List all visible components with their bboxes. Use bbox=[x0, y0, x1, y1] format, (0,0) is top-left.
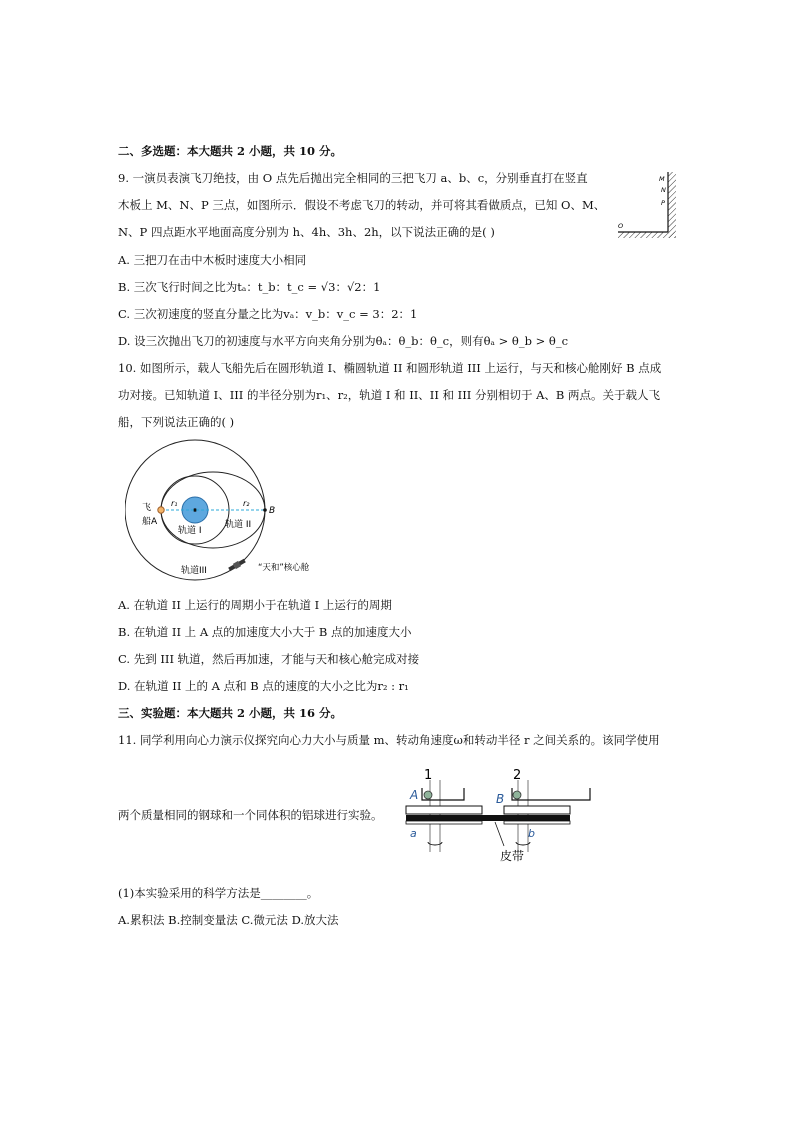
q10-figure-orbits bbox=[125, 436, 340, 586]
q11-figure-apparatus bbox=[400, 762, 600, 866]
label-r2: r₂ bbox=[243, 499, 250, 508]
point-b bbox=[263, 508, 267, 512]
label-a-upper: A bbox=[410, 788, 419, 802]
label-ship-1: 飞 bbox=[142, 503, 152, 513]
q9-option-b: B. 三次飞行时间之比为tₐ：t_b：t_c = √3：√2：1 bbox=[118, 280, 381, 294]
q10-option-b: B. 在轨道 II 上 A 点的加速度大小大于 B 点的加速度大小 bbox=[118, 625, 412, 639]
satellite-icon bbox=[228, 558, 247, 572]
label-a-lower: a bbox=[410, 827, 417, 840]
q11-stem-line-2: 两个质量相同的钢球和一个同体积的铝球进行实验。 bbox=[118, 808, 383, 822]
label-p: P bbox=[661, 199, 665, 207]
q9-stem-line-1: 9. 一演员表演飞刀绝技，由 O 点先后抛出完全相同的三把飞刀 a、b、c，分别垂直打在竖直 bbox=[118, 171, 588, 185]
label-m: M bbox=[659, 175, 665, 183]
label-r1: r₁ bbox=[171, 499, 178, 508]
label-module: “天和”核心舱 bbox=[258, 563, 310, 573]
section-heading-experiment: 三、实验题：本大题共 2 小题，共 16 分。 bbox=[118, 706, 343, 720]
q9-option-d: D. 设三次抛出飞刀的初速度与水平方向夹角分别为θₐ：θ_b：θ_c，则有θₐ > θ_b > θ_c bbox=[118, 334, 569, 348]
q11-subquestion-1: (1)本实验采用的科学方法是________。 bbox=[118, 886, 319, 900]
label-orbit-1: 轨道 I bbox=[178, 526, 202, 536]
label-n: N bbox=[661, 186, 666, 194]
label-orbit-2: 轨道 II bbox=[225, 520, 252, 530]
q11-stem-line-1: 11. 同学利用向心力演示仪探究向心力大小与质量 m、转动角速度ω和转动半径 r 之间关系的。该同学使用 bbox=[118, 733, 660, 747]
label-2: 2 bbox=[513, 768, 522, 783]
q9-option-a: A. 三把刀在击中木板时速度大小相同 bbox=[118, 253, 307, 267]
label-o: O bbox=[618, 222, 624, 230]
label-belt: 皮带 bbox=[500, 849, 525, 863]
ball-a bbox=[424, 791, 432, 799]
label-ship-2: 船A bbox=[142, 517, 158, 527]
q10-stem-line-1: 10. 如图所示，载人飞船先后在圆形轨道 I、椭圆轨道 II 和圆形轨道 III 上运行，与天和核心舱刚好 B 点成 bbox=[118, 361, 662, 375]
q10-option-c: C. 先到 III 轨道，然后再加速，才能与天和核心舱完成对接 bbox=[118, 652, 420, 666]
q9-option-c: C. 三次初速度的竖直分量之比为vₐ：v_b：v_c = 3：2：1 bbox=[118, 307, 418, 321]
q10-stem-line-3: 船，下列说法正确的( ) bbox=[118, 415, 235, 429]
q9-figure-wall bbox=[612, 170, 680, 242]
q9-stem-line-3: N、P 四点距水平地面高度分别为 h、4h、3h、2h，以下说法正确的是( ) bbox=[118, 225, 495, 239]
label-b: B bbox=[269, 506, 276, 516]
label-1: 1 bbox=[424, 768, 433, 783]
q10-stem-line-2: 功对接。已知轨道 I、III 的半径分别为r₁、r₂，轨道 I 和 II、II 和 III 分别相切于 A、B 两点。关于载人飞 bbox=[118, 388, 661, 402]
q10-option-a: A. 在轨道 II 上运行的周期小于在轨道 I 上运行的周期 bbox=[118, 598, 392, 612]
q9-stem-line-2: 木板上 M、N、P 三点，如图所示．假设不考虑飞刀的转动，并可将其看做质点，已知 O、M、 bbox=[118, 198, 606, 212]
ship-point-a bbox=[158, 507, 164, 513]
q10-option-d: D. 在轨道 II 上的 A 点和 B 点的速度的大小之比为r₂ : r₁ bbox=[118, 679, 409, 693]
q11-subquestion-1-options: A.累积法 B.控制变量法 C.微元法 D.放大法 bbox=[118, 913, 339, 927]
ball-b bbox=[513, 791, 521, 799]
label-b-lower: b bbox=[528, 827, 535, 840]
label-b-upper: B bbox=[496, 792, 505, 806]
label-orbit-3: 轨道III bbox=[181, 566, 207, 576]
section-heading-multiple-choice: 二、多选题：本大题共 2 小题，共 10 分。 bbox=[118, 144, 343, 158]
